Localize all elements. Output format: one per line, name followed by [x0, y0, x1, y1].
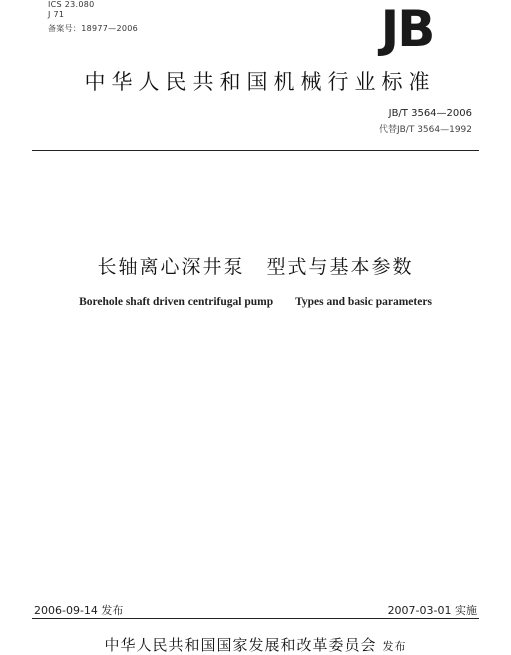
logo-text: JB	[380, 0, 434, 58]
issuing-authority	[0, 634, 511, 655]
publish-date: 2006-09-14 发布	[34, 604, 124, 617]
cn-title-part1: 长轴离心深井泵	[97, 256, 245, 278]
bottom-divider	[32, 618, 479, 619]
issuer-name: 中华人民共和国国家发展和改革委员会	[104, 636, 377, 654]
cn-title-part2: 型式与基本参数	[266, 256, 414, 278]
jb-logo	[352, 2, 462, 56]
standard-number: JB/T 3564—2006	[388, 108, 472, 119]
implement-date: 2007-03-01 实施	[387, 604, 477, 617]
chinese-document-title	[0, 252, 511, 279]
ics-code: ICS 23.080	[48, 0, 95, 9]
standard-title: 中华人民共和国机械行业标准	[84, 70, 436, 94]
en-title-part1: Borehole shaft driven centrifugal pump	[79, 296, 274, 308]
english-document-title	[0, 296, 511, 308]
replaces-standard: 代替JB/T 3564—1992	[378, 125, 472, 135]
issue-label: 发布	[382, 640, 407, 653]
top-divider	[32, 150, 479, 151]
classification-code: J 71	[48, 10, 65, 19]
record-number: 备案号：18977—2006	[48, 24, 139, 33]
en-title-part2: Types and basic parameters	[295, 296, 432, 308]
